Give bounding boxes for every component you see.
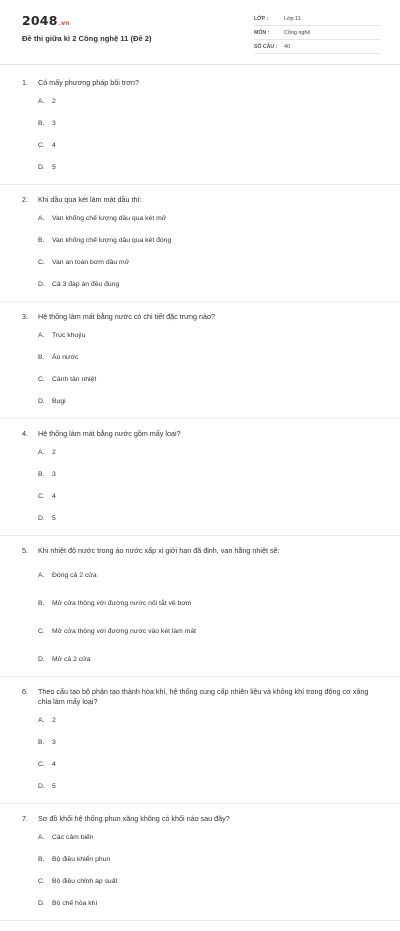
- answer-options: [22, 213, 378, 301]
- option-text: 5: [52, 515, 56, 522]
- option-text: 4: [52, 142, 56, 149]
- option-letter: A.: [38, 215, 45, 222]
- option-letter: B.: [38, 856, 45, 863]
- answer-option-a[interactable]: [38, 564, 211, 586]
- option-text: 2: [52, 449, 56, 456]
- option-text: Các cảm biến: [52, 834, 94, 841]
- option-letter: A.: [38, 332, 45, 339]
- option-text: Bộ điều chỉnh áp suất: [52, 878, 118, 885]
- question-number: 4.: [22, 429, 28, 438]
- question-number: 7.: [22, 814, 28, 823]
- option-letter: C.: [38, 142, 45, 149]
- option-letter: D.: [38, 281, 45, 288]
- option-letter: D.: [38, 783, 45, 790]
- option-text: Trục khuỷu: [52, 332, 86, 339]
- option-letter: C.: [38, 259, 45, 266]
- question-text: [22, 546, 378, 564]
- answer-option-c[interactable]: [38, 140, 211, 151]
- answer-option-a[interactable]: [38, 213, 211, 224]
- answer-option-d[interactable]: [38, 513, 211, 524]
- answer-option-d[interactable]: [38, 648, 211, 670]
- answer-option-a[interactable]: [38, 832, 211, 843]
- option-text: 3: [52, 120, 56, 127]
- option-letter: B.: [38, 471, 45, 478]
- option-letter: A.: [38, 98, 45, 105]
- question-item: [0, 78, 400, 185]
- option-text: Bộ chế hòa khí: [52, 900, 98, 907]
- logo-suffix: .vn: [58, 20, 70, 27]
- exam-meta: [254, 14, 380, 56]
- answer-option-d[interactable]: [38, 781, 211, 792]
- question-item: [0, 687, 400, 804]
- page-header: [0, 0, 400, 66]
- question-text: [22, 78, 378, 96]
- answer-option-d[interactable]: [38, 898, 211, 909]
- option-letter: B.: [38, 354, 45, 361]
- question-item: [0, 546, 400, 677]
- option-letter: D.: [38, 515, 45, 522]
- answer-option-b[interactable]: [38, 469, 211, 480]
- meta-label: LỚP :: [254, 16, 269, 22]
- answer-option-a[interactable]: [38, 447, 211, 458]
- option-text: 2: [52, 98, 56, 105]
- option-text: Van an toàn bơm dầu mở: [52, 259, 130, 266]
- option-text: Đóng cả 2 cửa: [52, 571, 97, 579]
- answer-option-b[interactable]: [38, 235, 211, 246]
- option-text: Mở cửa thông với đường nước vào két làm mát: [52, 627, 197, 635]
- meta-row-count: [254, 42, 380, 54]
- question-text: [22, 687, 378, 715]
- option-letter: C.: [38, 878, 45, 885]
- answer-option-c[interactable]: [38, 620, 211, 642]
- option-letter: A.: [38, 717, 45, 724]
- answer-options: [22, 330, 378, 418]
- option-letter: B.: [38, 599, 45, 607]
- question-text: [22, 814, 378, 832]
- option-letter: C.: [38, 493, 45, 500]
- answer-option-c[interactable]: [38, 374, 211, 385]
- question-text: [22, 429, 378, 447]
- answer-option-c[interactable]: [38, 491, 211, 502]
- answer-option-a[interactable]: [38, 715, 211, 726]
- option-text: 5: [52, 164, 56, 171]
- meta-row-subject: [254, 28, 380, 40]
- question-item: [0, 429, 400, 536]
- question-number: 5.: [22, 546, 28, 555]
- answer-option-b[interactable]: [38, 592, 211, 614]
- answer-options: [22, 715, 378, 803]
- option-letter: B.: [38, 120, 45, 127]
- option-text: Cả 3 đáp án đều đúng: [52, 281, 120, 288]
- header-divider: [0, 64, 400, 65]
- answer-option-c[interactable]: [38, 257, 211, 268]
- meta-value: 40: [284, 44, 290, 50]
- answer-option-b[interactable]: [38, 737, 211, 748]
- answer-option-d[interactable]: [38, 279, 211, 290]
- question-number: 3.: [22, 312, 28, 321]
- answer-options: [22, 447, 378, 535]
- option-text: 3: [52, 471, 56, 478]
- option-letter: C.: [38, 376, 45, 383]
- answer-option-b[interactable]: [38, 854, 211, 865]
- option-text: Áo nước: [52, 354, 79, 361]
- question-body: Sơ đồ khối hệ thống phun xăng không có khối nào sau đây?: [38, 814, 230, 823]
- answer-option-c[interactable]: [38, 759, 211, 770]
- question-text: [22, 195, 378, 213]
- answer-option-d[interactable]: [38, 162, 211, 173]
- answer-option-a[interactable]: [38, 96, 211, 107]
- meta-row-class: [254, 14, 380, 26]
- option-text: Mở cửa thông với đường nước nối tắt về bơm: [52, 599, 192, 607]
- option-text: Mở cả 2 cửa: [52, 655, 91, 663]
- option-text: 2: [52, 717, 56, 724]
- option-letter: A.: [38, 571, 45, 579]
- meta-value: Lớp 11: [284, 16, 301, 22]
- question-body: Có mấy phương pháp bôi trơn?: [38, 78, 139, 87]
- question-number: 2.: [22, 195, 28, 204]
- site-logo[interactable]: [22, 13, 70, 28]
- question-item: [0, 312, 400, 419]
- option-text: 3: [52, 739, 56, 746]
- option-text: Bugi: [52, 398, 66, 405]
- option-letter: D.: [38, 655, 45, 663]
- question-body: Khi nhiệt độ nước trong áo nước xấp xỉ giới hạn đã định, van hằng nhiệt sẽ:: [38, 546, 280, 555]
- option-letter: A.: [38, 834, 45, 841]
- option-text: Bộ điều khiển phun: [52, 856, 111, 863]
- answer-options: [22, 564, 378, 676]
- option-letter: C.: [38, 627, 45, 635]
- option-text: 5: [52, 783, 56, 790]
- meta-value: Công nghệ: [284, 30, 311, 36]
- option-text: 4: [52, 761, 56, 768]
- question-list: [0, 78, 400, 931]
- option-text: Cánh tản nhiệt: [52, 376, 97, 383]
- answer-options: [22, 832, 378, 920]
- meta-label: MÔN :: [254, 30, 270, 36]
- answer-option-b[interactable]: [38, 352, 211, 363]
- option-letter: D.: [38, 164, 45, 171]
- answer-option-c[interactable]: [38, 876, 211, 887]
- exam-title: Đề thi giữa kì 2 Công nghệ 11 (Đề 2): [22, 34, 152, 43]
- question-text: [22, 312, 378, 330]
- option-letter: D.: [38, 398, 45, 405]
- option-letter: C.: [38, 761, 45, 768]
- question-number: 6.: [22, 687, 28, 696]
- option-letter: D.: [38, 900, 45, 907]
- answer-option-d[interactable]: [38, 396, 211, 407]
- answer-option-b[interactable]: [38, 118, 211, 129]
- question-body: Hệ thống làm mát bằng nước có chi tiết đặc trưng nào?: [38, 312, 215, 321]
- answer-options: [22, 96, 378, 184]
- logo-text: 2048: [22, 13, 58, 28]
- option-text: Van khống chế lượng dầu qua két mở: [52, 215, 167, 222]
- option-text: Van khống chế lượng dầu qua két đóng: [52, 237, 172, 244]
- question-body: Khi dầu qua két làm mát dầu thì:: [38, 195, 142, 204]
- question-number: 1.: [22, 78, 28, 87]
- option-letter: B.: [38, 237, 45, 244]
- question-body: Theo cấu tạo bộ phận tạo thành hòa khí, hệ thống cung cấp nhiên liệu và không khí trong động cơ xăng chia làm mấy loại?: [38, 687, 369, 706]
- option-letter: B.: [38, 739, 45, 746]
- option-letter: A.: [38, 449, 45, 456]
- meta-label: SỐ CÂU :: [254, 44, 278, 50]
- option-text: 4: [52, 493, 56, 500]
- question-body: Hệ thống làm mát bằng nước gồm mấy loại?: [38, 429, 181, 438]
- answer-option-a[interactable]: [38, 330, 211, 341]
- question-item: [0, 814, 400, 921]
- question-item: [0, 195, 400, 302]
